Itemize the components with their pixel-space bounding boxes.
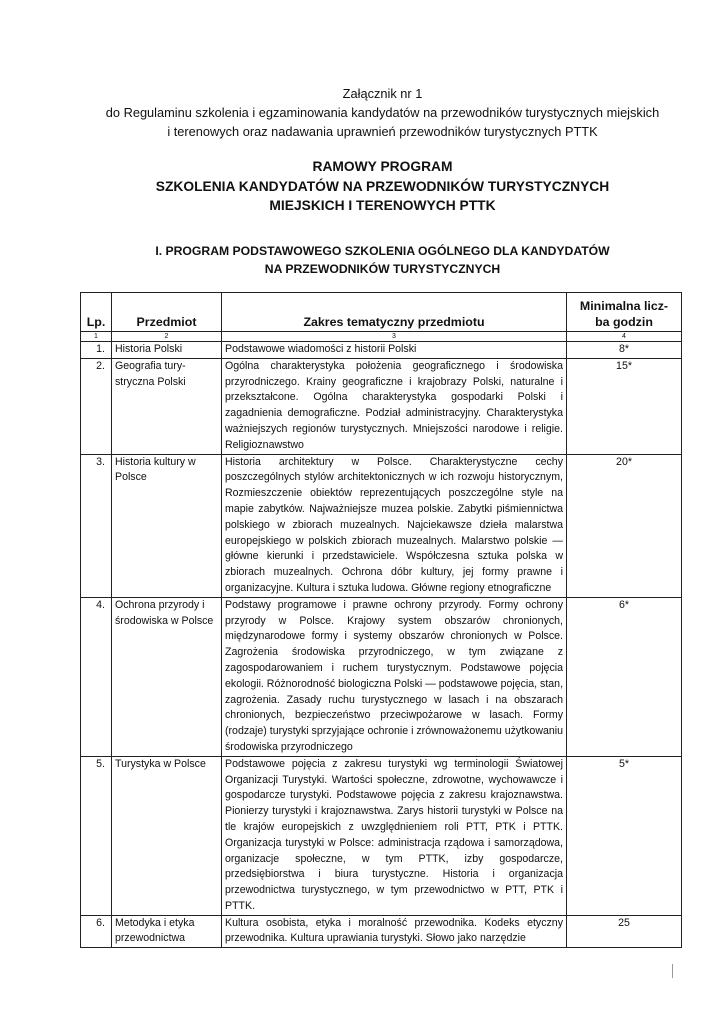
column-number-row bbox=[81, 332, 682, 342]
row-subject: Turystyka w Polsce bbox=[112, 756, 222, 915]
row-subject: Historia Polski bbox=[112, 342, 222, 359]
document-title bbox=[60, 157, 705, 216]
header-hours bbox=[567, 293, 682, 332]
row-hours: 8* bbox=[567, 342, 682, 359]
page-edge-mark bbox=[672, 964, 673, 978]
table-row bbox=[81, 454, 682, 597]
row-scope: Kultura osobista, etyka i moralność przewodnika. Kodeks etyczny przewodnika. Kultura uprawiania turystyki. Słowo jako narzędzie bbox=[222, 915, 567, 948]
attachment-header bbox=[80, 84, 685, 141]
row-subject: Geografia tury-stryczna Polski bbox=[112, 358, 222, 454]
row-lp: 1. bbox=[81, 342, 112, 359]
row-scope: Podstawowe pojęcia z zakresu turystyki wg terminologii Światowej Organizacji Turystyki. Wartości społeczne, zdrowotne, wychowawcze i gospodarcze turystyki. Podstawowe pojęcia z zakresu krajoznawstwa. Pionierzy turystyki i krajoznawstwa. Zarys historii turystyki w Polsce na tle krajów europejskich z uwzględnieniem roli PTT, PTK i PTTK. Organizacja turystyki w Polsce: administracja rządowa i samorządowa, organizacje społeczne, w tym PTTK, izby gospodarcze, przedsiębiorstwa i biura turystyczne. Historia i organizacja przewodnictwa turystycznego, w tym przewodnictwo w PTT, PTK i PTTK. bbox=[222, 756, 567, 915]
row-lp: 2. bbox=[81, 358, 112, 454]
section-heading bbox=[60, 242, 705, 278]
column-number: 4 bbox=[567, 332, 682, 342]
title-line: MIEJSKICH I TERENOWYCH PTTK bbox=[269, 198, 496, 213]
column-number: 3 bbox=[222, 332, 567, 342]
attachment-line: i terenowych oraz nadawania uprawnień przewodników turystycznych PTTK bbox=[167, 124, 598, 139]
attachment-line: Załącznik nr 1 bbox=[342, 86, 423, 101]
row-lp: 4. bbox=[81, 597, 112, 756]
attachment-line: do Regulaminu szkolenia i egzaminowania kandydatów na przewodników turystycznych miejskich bbox=[105, 105, 660, 120]
header-lp: Lp. bbox=[81, 293, 112, 332]
table-row bbox=[81, 915, 682, 948]
title-line: RAMOWY PROGRAM bbox=[312, 159, 453, 174]
table-row bbox=[81, 756, 682, 915]
header-hours-line2: ba godzin bbox=[595, 315, 653, 329]
row-scope: Historia architektury w Polsce. Charakterystyczne cechy poszczególnych stylów architektonicznych w ich rozwoju historycznym, Rozmieszczenie obiektów reprezentujących poszczególne style na mapie zabytków. Najważniejsze muzea polskie. Zabytki piśmiennictwa polskiego w zbiorach muzealnych. Najciekawsze dzieła malarstwa europejskiego w polskich zbiorach muzealnych. Malarstwo polskie — główne kierunki i przedstawiciele. Współczesna sztuka polska w zbiorach muzealnych. Ochrona dóbr kultury, jej formy prawne i organizacyjne. Kultura i sztuka ludowa. Główne regiony etnograficzne bbox=[222, 454, 567, 597]
row-subject: Metodyka i etyka przewodnictwa bbox=[112, 915, 222, 948]
row-hours: 20* bbox=[567, 454, 682, 597]
header-subject: Przedmiot bbox=[112, 293, 222, 332]
row-hours: 6* bbox=[567, 597, 682, 756]
column-number: 2 bbox=[112, 332, 222, 342]
table-row bbox=[81, 597, 682, 756]
table-header-row bbox=[81, 293, 682, 332]
section-line: I. PROGRAM PODSTAWOWEGO SZKOLENIA OGÓLNEGO DLA KANDYDATÓW bbox=[155, 244, 610, 258]
row-lp: 3. bbox=[81, 454, 112, 597]
row-scope: Ogólna charakterystyka położenia geograficznego i środowiska przyrodniczego. Krainy geograficzne i krajobrazy Polski, naturalne i przekształcone. Ogólna charakterystyka gospodarki Polski i zagadnienia demograficzne. Podział administracyjny. Charakterystyka ważniejszych regionów turystycznych. Mniejszości narodowe i religie. Religioznawstwo bbox=[222, 358, 567, 454]
row-hours: 25 bbox=[567, 915, 682, 948]
row-hours: 5* bbox=[567, 756, 682, 915]
row-scope: Podstawy programowe i prawne ochrony przyrody. Formy ochrony przyrody w Polsce. Krajowy system obszarów chronionych, międzynarodowe formy i systemy obszarów chronionych w Polsce. Zagrożenia środowiska przyrodniczego, w tym związane z zagospodarowaniem i ruchem turystycznym. Podstawowe pojęcia ekologii. Różnorodność biologiczna Polski — podstawowe pojęcia, stan, zagrożenia. Zasady ruchu turystycznego w lasach i na obszarach chronionych, bezpieczeństwo przeciwpożarowe w lasach. Formy (rodzaje) turystyki sprzyjające ochronie i zrównoważonemu użytkowaniu środowiska przyrodniczego bbox=[222, 597, 567, 756]
title-line: SZKOLENIA KANDYDATÓW NA PRZEWODNIKÓW TURYSTYCZNYCH bbox=[155, 178, 610, 194]
row-scope: Podstawowe wiadomości z historii Polski bbox=[222, 342, 567, 359]
header-hours-line1: Minimalna licz- bbox=[579, 299, 669, 313]
row-subject: Historia kultury w Polsce bbox=[112, 454, 222, 597]
table-row bbox=[81, 342, 682, 359]
row-hours: 15* bbox=[567, 358, 682, 454]
program-table bbox=[80, 292, 682, 948]
section-line: NA PRZEWODNIKÓW TURYSTYCZNYCH bbox=[264, 262, 501, 276]
column-number: 1 bbox=[81, 332, 112, 342]
row-lp: 6. bbox=[81, 915, 112, 948]
row-subject: Ochrona przyrody i środowiska w Polsce bbox=[112, 597, 222, 756]
row-lp: 5. bbox=[81, 756, 112, 915]
table-row bbox=[81, 358, 682, 454]
header-scope: Zakres tematyczny przedmiotu bbox=[222, 293, 567, 332]
